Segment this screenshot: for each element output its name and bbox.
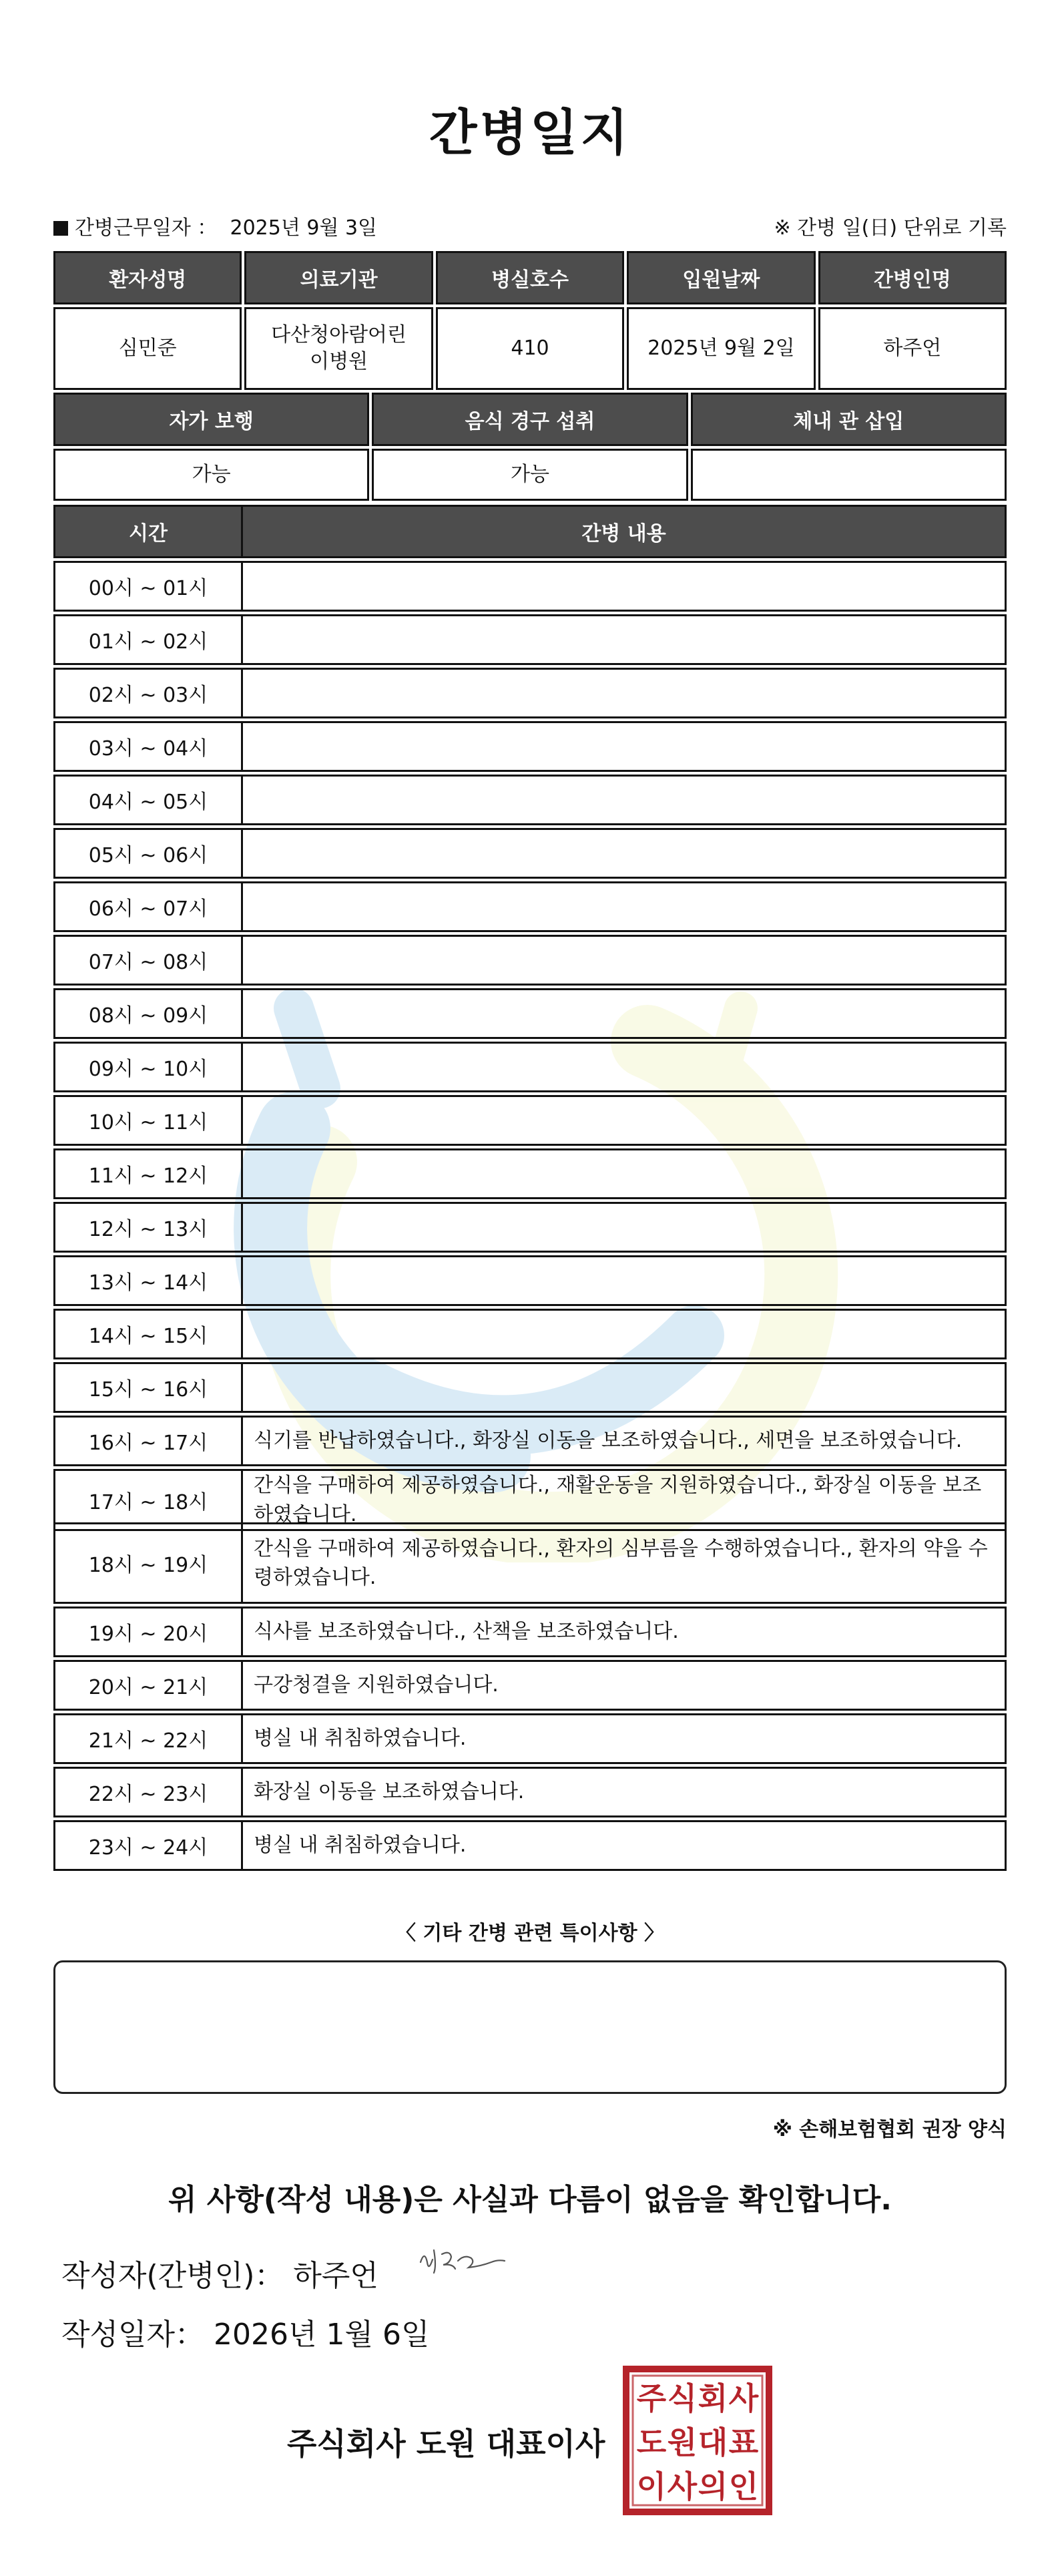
- care-log-header: [53, 505, 1007, 558]
- header-room-number: 병실호수: [436, 251, 624, 304]
- care-log-content: 간식을 구매하여 제공하였습니다., 재활운동을 지원하였습니다., 화장실 이동을 보조하였습니다.: [243, 1469, 1007, 1531]
- care-log-table: [53, 505, 1007, 1874]
- care-log-time: 12시 ~ 13시: [53, 1202, 243, 1253]
- header-hospital: 의료기관: [244, 251, 433, 304]
- care-log-row: [53, 614, 1007, 665]
- care-log-content: [243, 614, 1007, 665]
- care-log-row: [53, 775, 1007, 825]
- patient-status-table: [53, 393, 1007, 501]
- care-log-content: [243, 828, 1007, 879]
- work-date-label: 간병근무일자 ：: [75, 216, 218, 240]
- handwritten-signature: [414, 2242, 514, 2282]
- care-log-time: 07시 ~ 08시: [53, 935, 243, 986]
- header-admission-date: 입원날짜: [627, 251, 815, 304]
- care-log-time: 13시 ~ 14시: [53, 1255, 243, 1306]
- care-log-content: 병실 내 취침하였습니다.: [243, 1820, 1007, 1871]
- date-line: [61, 2310, 429, 2353]
- care-log-row: [53, 1255, 1007, 1306]
- care-log-content: [243, 668, 1007, 718]
- care-log-row: [53, 1469, 1007, 1526]
- care-log-time: 06시 ~ 07시: [53, 881, 243, 932]
- patient-info-table: [53, 251, 1007, 390]
- care-log-content: [243, 561, 1007, 612]
- care-log-row: [53, 828, 1007, 879]
- seal-glyph: 이: [636, 2468, 667, 2505]
- care-log-row: [53, 935, 1007, 986]
- care-log-content: [243, 881, 1007, 932]
- care-log-content: 병실 내 취침하였습니다.: [243, 1713, 1007, 1764]
- care-log-content: 화장실 이동을 보조하였습니다.: [243, 1767, 1007, 1817]
- seal-glyph: 사: [667, 2468, 698, 2505]
- care-log-row: [53, 1660, 1007, 1711]
- care-log-time: 23시 ~ 24시: [53, 1820, 243, 1871]
- seal-glyph: 도: [636, 2424, 667, 2460]
- care-log-time: 16시 ~ 17시: [53, 1416, 243, 1466]
- date-value: 2026년 1월 6일: [214, 2318, 430, 2352]
- seal-glyph: 표: [728, 2424, 759, 2460]
- care-log-time: 04시 ~ 05시: [53, 775, 243, 825]
- care-log-time: 11시 ~ 12시: [53, 1148, 243, 1199]
- writer-name: 하주언: [293, 2259, 378, 2293]
- patient-name: 심민준: [53, 307, 242, 390]
- care-log-time: 00시 ~ 01시: [53, 561, 243, 612]
- care-log-row: [53, 1416, 1007, 1466]
- care-log-content: [243, 1042, 1007, 1092]
- care-log-rows: [53, 561, 1007, 1871]
- header-care-content: 간병 내용: [243, 505, 1007, 558]
- tube-insertion-value: [691, 449, 1007, 501]
- work-date: [53, 211, 377, 240]
- care-log-time: 18시 ~ 19시: [53, 1522, 243, 1604]
- header-caregiver-name: 간병인명: [818, 251, 1007, 304]
- care-log-row: [53, 721, 1007, 772]
- care-log-row: [53, 1202, 1007, 1253]
- care-log-time: 15시 ~ 16시: [53, 1362, 243, 1413]
- care-log-time: 09시 ~ 10시: [53, 1042, 243, 1092]
- seal-glyph: 식: [667, 2380, 698, 2416]
- care-log-content: [243, 1255, 1007, 1306]
- care-log-time: 20시 ~ 21시: [53, 1660, 243, 1711]
- care-log-content: 식사를 보조하였습니다., 산책을 보조하였습니다.: [243, 1606, 1007, 1657]
- care-log-row: [53, 561, 1007, 612]
- care-log-row: [53, 1606, 1007, 1657]
- admission-date: 2025년 9월 2일: [627, 307, 815, 390]
- care-log-content: [243, 775, 1007, 825]
- care-log-time: 19시 ~ 20시: [53, 1606, 243, 1657]
- care-log-content: [243, 1148, 1007, 1199]
- care-log-time: 22시 ~ 23시: [53, 1767, 243, 1817]
- care-log-time: 17시 ~ 18시: [53, 1469, 243, 1531]
- special-notes-box: [53, 1960, 1007, 2094]
- work-date-value: 2025년 9월 3일: [230, 216, 378, 240]
- care-log-row: [53, 988, 1007, 1039]
- header-self-walking: 자가 보행: [53, 393, 369, 446]
- square-bullet-icon: [53, 221, 68, 236]
- care-log-content: 구강청결을 지원하였습니다.: [243, 1660, 1007, 1711]
- care-log-content: 식기를 반납하였습니다., 화장실 이동을 보조하였습니다., 세면을 보조하였습니다.: [243, 1416, 1007, 1466]
- care-log-row: [53, 668, 1007, 718]
- care-log-row: [53, 1148, 1007, 1199]
- care-log-row: [53, 881, 1007, 932]
- company-signature-line: 주식회사 도원 대표이사: [287, 2426, 605, 2462]
- company-seal-stamp: [621, 2364, 774, 2517]
- seal-glyph: 의: [698, 2468, 728, 2505]
- care-log-row: [53, 1042, 1007, 1092]
- oral-intake-value: 가능: [372, 449, 688, 501]
- seal-glyph: 사: [728, 2380, 759, 2416]
- care-log-content: [243, 935, 1007, 986]
- care-log-content: [243, 721, 1007, 772]
- care-log-time: 03시 ~ 04시: [53, 721, 243, 772]
- writer-label: 작성자(간병인)：: [61, 2259, 284, 2293]
- seal-glyph: 대: [698, 2424, 728, 2460]
- header-time: 시간: [53, 505, 243, 558]
- caregiver-name: 하주언: [818, 307, 1007, 390]
- meta-row: [53, 211, 1007, 238]
- seal-glyph: 인: [728, 2468, 759, 2505]
- care-log-time: 21시 ~ 22시: [53, 1713, 243, 1764]
- care-log-content: [243, 1309, 1007, 1359]
- care-log-row: [53, 1522, 1007, 1604]
- care-log-time: 05시 ~ 06시: [53, 828, 243, 879]
- recommend-note: ※ 손해보험협회 권장 양식: [772, 2118, 1007, 2141]
- confirmation-statement: 위 사항(작성 내용)은 사실과 다름이 없음을 확인합니다.: [168, 2183, 892, 2217]
- care-log-content: [243, 988, 1007, 1039]
- care-log-content: [243, 1202, 1007, 1253]
- header-patient-name: 환자성명: [53, 251, 242, 304]
- header-tube-insertion: 체내 관 삽입: [691, 393, 1007, 446]
- care-log-row: [53, 1362, 1007, 1413]
- care-log-row: [53, 1820, 1007, 1871]
- care-log-time: 14시 ~ 15시: [53, 1309, 243, 1359]
- care-log-time: 08시 ~ 09시: [53, 988, 243, 1039]
- care-log-time: 10시 ~ 11시: [53, 1095, 243, 1146]
- care-log-content: 간식을 구매하여 제공하였습니다., 환자의 심부름을 수행하였습니다., 환자의 약을 수령하였습니다.: [243, 1522, 1007, 1604]
- writer-line: [61, 2251, 378, 2294]
- document-title: 간병일지: [429, 104, 631, 162]
- special-notes-text: [55, 1962, 1005, 1989]
- date-label: 작성일자：: [61, 2318, 205, 2352]
- care-log-content: [243, 1362, 1007, 1413]
- seal-glyph: 회: [698, 2380, 728, 2416]
- care-log-row: [53, 1309, 1007, 1359]
- seal-glyph: 원: [667, 2424, 698, 2460]
- care-log-time: 01시 ~ 02시: [53, 614, 243, 665]
- care-log-time: 02시 ~ 03시: [53, 668, 243, 718]
- care-log-row: [53, 1767, 1007, 1817]
- unit-note: ※ 간병 일(日) 단위로 기록: [774, 216, 1007, 240]
- seal-glyph: 주: [636, 2380, 667, 2416]
- special-notes-title: 〈 기타 간병 관련 특이사항 〉: [395, 1922, 665, 1945]
- care-log-row: [53, 1713, 1007, 1764]
- self-walking-value: 가능: [53, 449, 369, 501]
- room-number: 410: [436, 307, 624, 390]
- care-log-row: [53, 1095, 1007, 1146]
- header-oral-intake: 음식 경구 섭취: [372, 393, 688, 446]
- hospital-name: 다산청아람어린이병원: [244, 307, 433, 390]
- care-log-content: [243, 1095, 1007, 1146]
